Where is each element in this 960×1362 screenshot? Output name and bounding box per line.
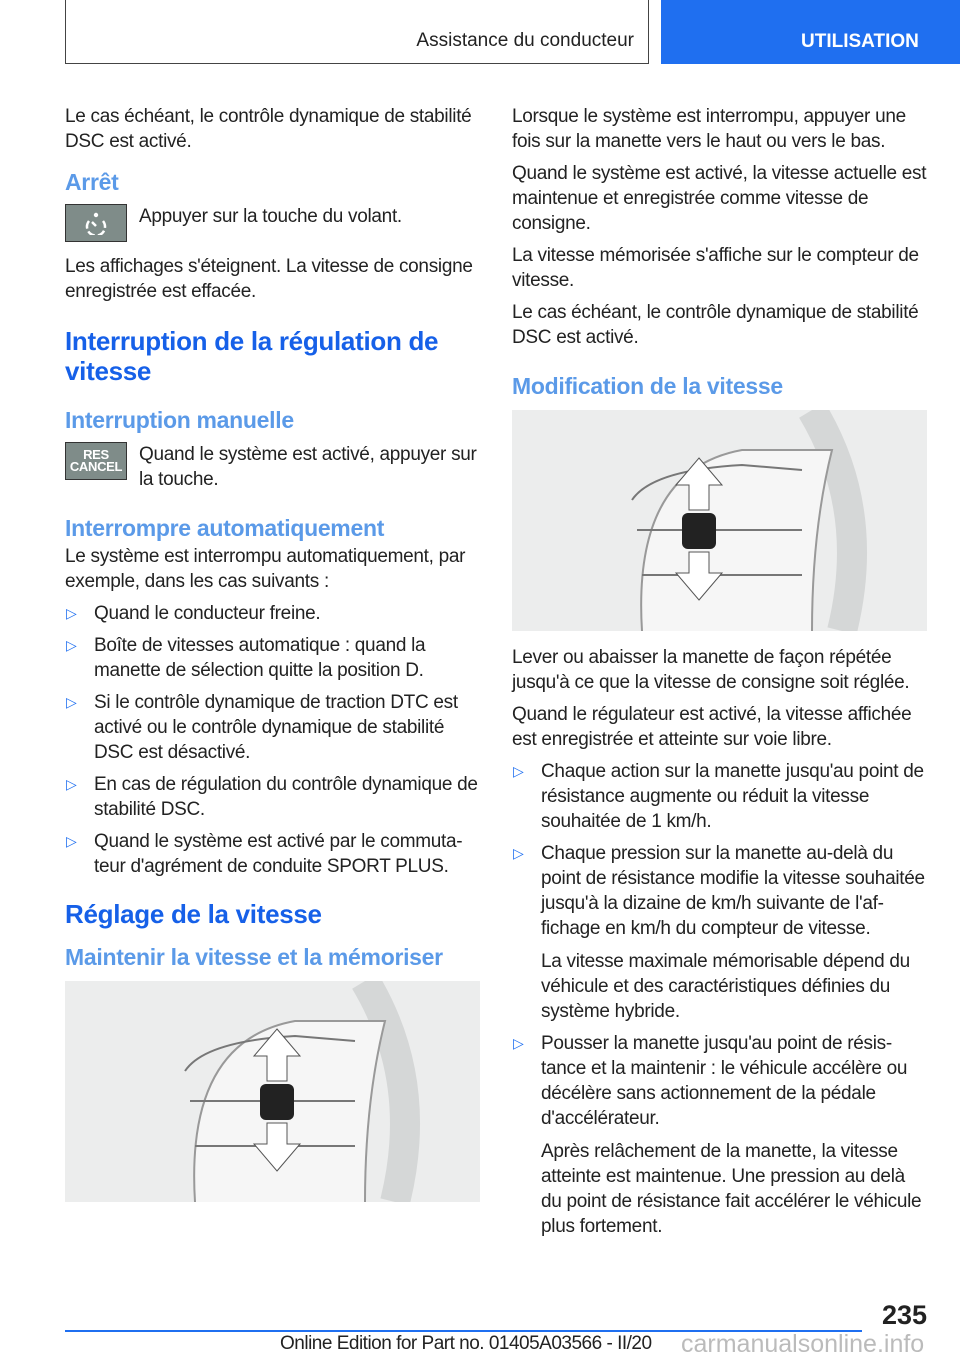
paragraph: La vitesse mémorisée s'affiche sur le compteur de vitesse.: [512, 245, 919, 291]
arret-text: Appuyer sur la touche du volant.: [139, 206, 402, 227]
list-item: ▷ Chaque action sur la manette jusqu'au point de résistance augmente ou réduit la vitesse souhaitée de 1 km/h.: [513, 761, 924, 832]
paragraph: Quand le système est activé, la vitesse actuelle est maintenue et enregistrée comme vitesse de consigne.: [512, 163, 927, 234]
heading-manuelle: Interruption manuelle: [65, 407, 294, 433]
paragraph: Quand le régulateur est activé, la vitesse affichée est enregistrée et atteinte sur voie libre.: [512, 704, 912, 750]
heading-reglage: Réglage de la vitesse: [65, 899, 322, 929]
steering-wheel-illustration: [65, 981, 480, 1202]
note: Après relâchement de la manette, la vitesse atteinte est maintenue. Une pression au delà du point de résistance fait accélérer le véhicule plus fortement.: [541, 1141, 922, 1237]
paragraph: Le système est interrompu automatiquement, par exemple, dans les cas suivants :: [65, 546, 466, 592]
list-item: ▷ Boîte de vitesses automatique : quand la manette de sélection quitte la position D.: [66, 635, 426, 681]
page-number: 235: [881, 1300, 927, 1330]
paragraph: Le cas échéant, le contrôle dynamique de stabilité DSC est activé.: [65, 106, 472, 152]
heading-interruption: Interruption de la régulation de vitesse: [65, 326, 439, 386]
triangle-bullet-icon: ▷: [66, 637, 77, 653]
heading-auto: Interrompre automatiquement: [65, 515, 385, 541]
edition-text: Online Edition for Part no. 01405A03566 - II/20: [280, 1333, 652, 1354]
bullet-list: [65, 601, 483, 879]
list-item: ▷ Si le contrôle dynamique de traction DTC est activé ou le contrôle dynamique de stabilité DSC est désactivé.: [66, 692, 458, 763]
list-item: ▷ Pousser la manette jusqu'au point de résistance et la maintenir : le véhicule accélère ou décélère sans actionnement de la pédale d'accélérateur.: [513, 1033, 908, 1129]
list-item: ▷ Chaque pression sur la manette au-delà du point de résistance modifie la vitesse souhaitée jusqu'à la dizaine de km/h suivante de l'affichage en km/h du compteur de vitesse.: [513, 843, 925, 939]
list-item: ▷ Quand le système est activé par le commutateur d'agrément de conduite SPORT PLUS.: [66, 831, 463, 877]
triangle-bullet-icon: ▷: [513, 845, 524, 861]
heading-maintenir: Maintenir la vitesse et la mémoriser: [65, 944, 443, 970]
triangle-bullet-icon: ▷: [513, 1035, 524, 1051]
right-column: [512, 104, 930, 1246]
cruise-control-icon: [65, 204, 127, 242]
section-title: Assistance du conducteur: [416, 30, 634, 51]
list-item: ▷ En cas de régulation du contrôle dynamique de stabilité DSC.: [66, 774, 478, 820]
steering-wheel-illustration: [512, 410, 927, 631]
bullet-list: [512, 759, 930, 941]
triangle-bullet-icon: ▷: [66, 694, 77, 710]
triangle-bullet-icon: ▷: [66, 776, 77, 792]
triangle-bullet-icon: ▷: [66, 833, 77, 849]
triangle-bullet-icon: ▷: [66, 605, 77, 621]
bullet-list: [512, 1031, 930, 1131]
triangle-bullet-icon: ▷: [513, 763, 524, 779]
paragraph: Lever ou abaisser la manette de façon répétée jusqu'à ce que la vitesse de consigne soit réglée.: [512, 647, 910, 693]
res-cancel-icon: RES CANCEL: [65, 442, 127, 480]
note: La vitesse maximale mémorisable dépend du véhicule et des caractéristiques définies du système hybride.: [541, 951, 910, 1022]
paragraph: Lorsque le système est interrompu, appuyer une fois sur la manette vers le haut ou vers le bas.: [512, 106, 906, 152]
paragraph: Les affichages s'éteignent. La vitesse de consigne enregistrée est effacée.: [65, 256, 473, 302]
watermark: carmanualsonline.info: [681, 1330, 925, 1358]
header-box: [65, 0, 649, 64]
manuelle-text: Quand le système est activé, appuyer sur la touche.: [139, 444, 477, 490]
chapter-tab: UTILISATION: [661, 0, 960, 64]
list-item: ▷ Quand le conducteur freine.: [66, 603, 321, 624]
paragraph: Le cas échéant, le contrôle dynamique de stabilité DSC est activé.: [512, 302, 919, 348]
heading-modification: Modification de la vitesse: [512, 373, 783, 399]
heading-arret: Arrêt: [65, 169, 119, 195]
left-column: [65, 104, 483, 1214]
